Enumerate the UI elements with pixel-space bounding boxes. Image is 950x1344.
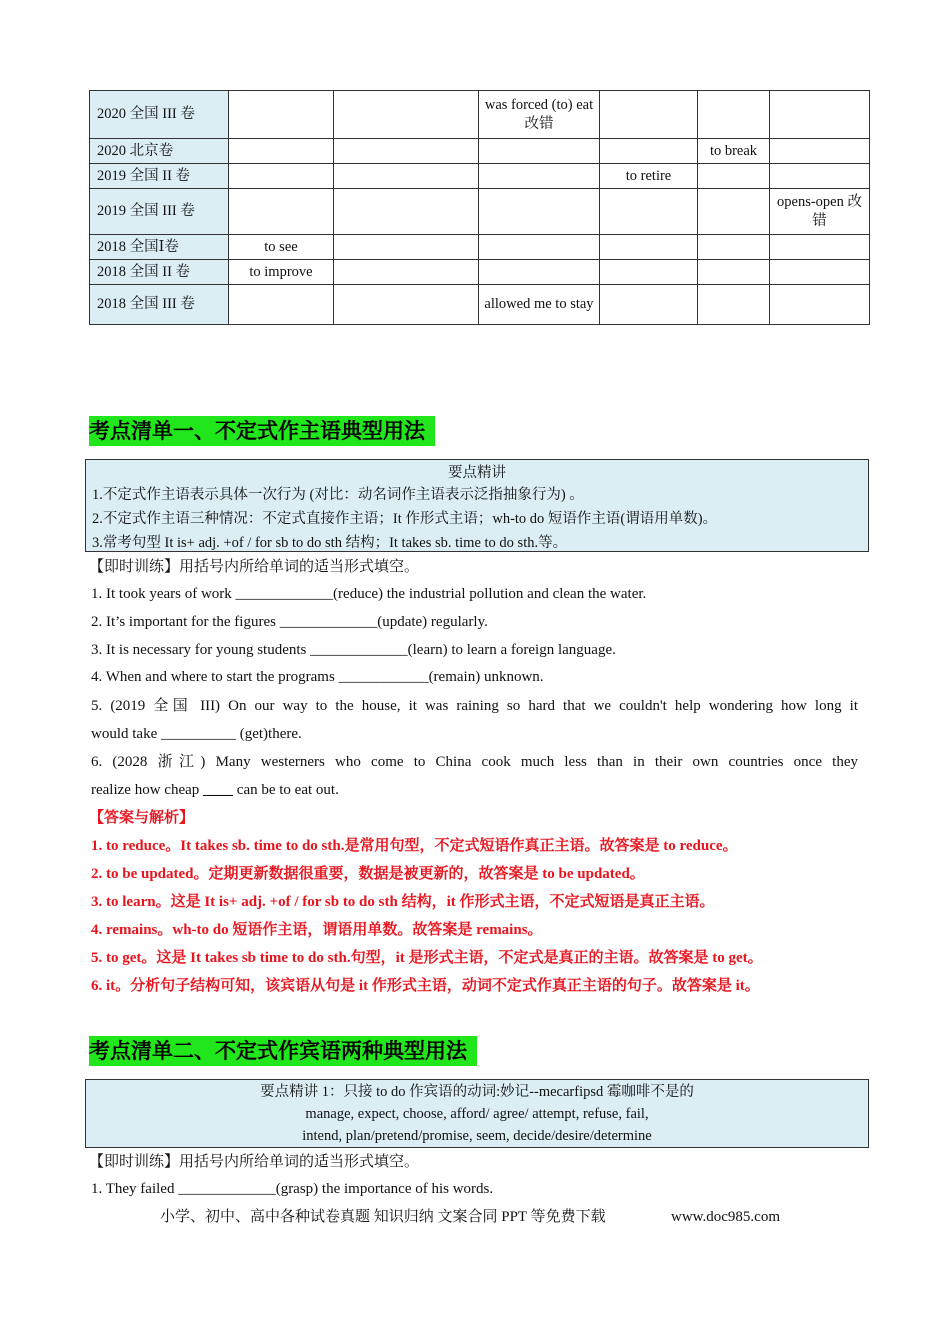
table-cell	[229, 164, 334, 189]
table-row	[90, 189, 870, 235]
question-4: 4. When and where to start the programs ____________(remain) unknown.	[91, 669, 544, 685]
table-cell	[334, 189, 479, 235]
key2-line-1: 要点精讲 1：只接 to do 作宾语的动词:妙记--mecarfipsd 霉咖啡不是的	[260, 1084, 694, 1100]
table-cell: opens-open 改错	[770, 189, 870, 235]
key2-line-3: intend, plan/pretend/promise, seem, decide/desire/determine	[302, 1128, 652, 1144]
table-cell	[770, 91, 870, 139]
q6-text-a: realize how cheap	[91, 782, 204, 798]
question-2: 2. It’s important for the figures _____________(update) regularly.	[91, 614, 488, 630]
section2-question-1: 1. They failed _____________(grasp) the importance of his words.	[91, 1181, 494, 1197]
key-line-3: 3.常考句型 It is+ adj. +of / for sb to do sth 结构；It takes sb. time to do sth.等。	[92, 535, 568, 551]
table-row	[90, 91, 870, 139]
table-cell	[770, 235, 870, 260]
table-cell	[479, 235, 600, 260]
answer-4: 4. remains。wh-to do 短语作主语，谓语用单数。故答案是 remains。	[91, 922, 543, 938]
table-cell	[334, 91, 479, 139]
table-cell	[600, 91, 698, 139]
table-cell	[334, 164, 479, 189]
table-cell: to break	[698, 139, 770, 164]
table-cell	[770, 260, 870, 285]
table-cell	[334, 260, 479, 285]
table-cell	[334, 285, 479, 325]
table-cell	[770, 139, 870, 164]
table-cell: was forced (to) eat 改错	[479, 91, 600, 139]
table-cell: to improve	[229, 260, 334, 285]
table-cell-year: 2019 全国 II 卷	[90, 164, 229, 189]
table-row	[90, 260, 870, 285]
table-cell	[600, 189, 698, 235]
footer-link[interactable]: www.doc985.com	[671, 1209, 781, 1225]
table-cell-year: 2019 全国 III 卷	[90, 189, 229, 235]
table-cell: to see	[229, 235, 334, 260]
table-cell	[479, 164, 600, 189]
table-cell	[479, 189, 600, 235]
table-cell	[479, 260, 600, 285]
question-1: 1. It took years of work _____________(reduce) the industrial pollution and clean the water.	[91, 586, 647, 602]
answer-title: 【答案与解析】	[89, 810, 195, 826]
table-cell	[698, 91, 770, 139]
section1-key-box	[85, 459, 869, 552]
footer-text: 小学、初中、高中各种试卷真题 知识归纳 文案合同 PPT 等免费下载	[160, 1209, 606, 1225]
table-cell	[770, 285, 870, 325]
table-cell	[698, 235, 770, 260]
question-6-line-2	[91, 780, 339, 800]
table-cell-year: 2018 全国 III 卷	[90, 285, 229, 325]
table-cell	[334, 139, 479, 164]
table-row	[90, 139, 870, 164]
table-cell	[229, 91, 334, 139]
table-cell	[600, 260, 698, 285]
practice-intro-1: 【即时训练】用括号内所给单词的适当形式填空。	[89, 559, 420, 575]
table-cell: allowed me to stay	[479, 285, 600, 325]
table-cell	[698, 164, 770, 189]
table-cell	[698, 189, 770, 235]
table-cell	[229, 189, 334, 235]
table-cell-year: 2020 北京卷	[90, 139, 229, 164]
table-cell	[770, 164, 870, 189]
table-cell	[600, 285, 698, 325]
answer-5: 5. to get。这是 It takes sb time to do sth.句型，it 是形式主语，不定式是真正的主语。故答案是 to get。	[91, 950, 763, 966]
section1-heading: 考点清单一、不定式作主语典型用法	[89, 416, 435, 446]
section2-heading: 考点清单二、不定式作宾语两种典型用法	[89, 1036, 477, 1066]
key-title: 要点精讲	[448, 465, 506, 481]
table-cell	[698, 260, 770, 285]
table-row	[90, 285, 870, 325]
question-3: 3. It is necessary for young students _____________(learn) to learn a foreign language.	[91, 642, 616, 658]
question-5-line-1: 5. (2019 全国 III) On our way to the house, it was raining so hard that we couldn't help wondering how long it	[91, 698, 858, 714]
answer-2: 2. to be updated。定期更新数据很重要，数据是被更新的，故答案是 to be updated。	[91, 866, 645, 882]
key2-line-2: manage, expect, choose, afford/ agree/ attempt, refuse, fail,	[305, 1106, 649, 1122]
table-cell-year: 2020 全国 III 卷	[90, 91, 229, 139]
answer-6: 6. it。分析句子结构可知，该宾语从句是 it 作形式主语，动词不定式作真正主语的句子。故答案是 it。	[91, 978, 760, 994]
table-cell	[334, 235, 479, 260]
question-6-line-1: 6. (2028 浙江) Many westerners who come to China cook much less than in their own countries once they	[91, 754, 858, 770]
practice-intro-2: 【即时训练】用括号内所给单词的适当形式填空。	[89, 1154, 420, 1170]
table-cell	[229, 285, 334, 325]
answer-3: 3. to learn。这是 It is+ adj. +of / for sb to do sth 结构，it 作形式主语，不定式短语是真正主语。	[91, 894, 715, 910]
table-row	[90, 164, 870, 189]
question-5-line-2: would take __________ (get)there.	[91, 726, 302, 742]
exam-table	[89, 90, 870, 325]
section2-key-box	[85, 1079, 869, 1148]
table-cell	[229, 139, 334, 164]
q6-text-b: can be to eat out.	[233, 782, 339, 798]
q6-blank: ____	[203, 782, 234, 798]
answer-1: 1. to reduce。It takes sb. time to do sth.是常用句型，不定式短语作真正主语。故答案是 to reduce。	[91, 838, 738, 854]
table-cell	[479, 139, 600, 164]
table-cell: to retire	[600, 164, 698, 189]
table-cell	[600, 139, 698, 164]
table-cell-year: 2018 全国Ⅰ卷	[90, 235, 229, 260]
table-cell-year: 2018 全国 II 卷	[90, 260, 229, 285]
table-cell	[698, 285, 770, 325]
table-cell	[600, 235, 698, 260]
key-line-2: 2.不定式作主语三种情况：不定式直接作主语；It 作形式主语；wh-to do 短语作主语(谓语用单数)。	[92, 511, 718, 527]
key-line-1: 1.不定式作主语表示具体一次行为 (对比：动名词作主语表示泛指抽象行为) 。	[92, 487, 584, 503]
table-row	[90, 235, 870, 260]
